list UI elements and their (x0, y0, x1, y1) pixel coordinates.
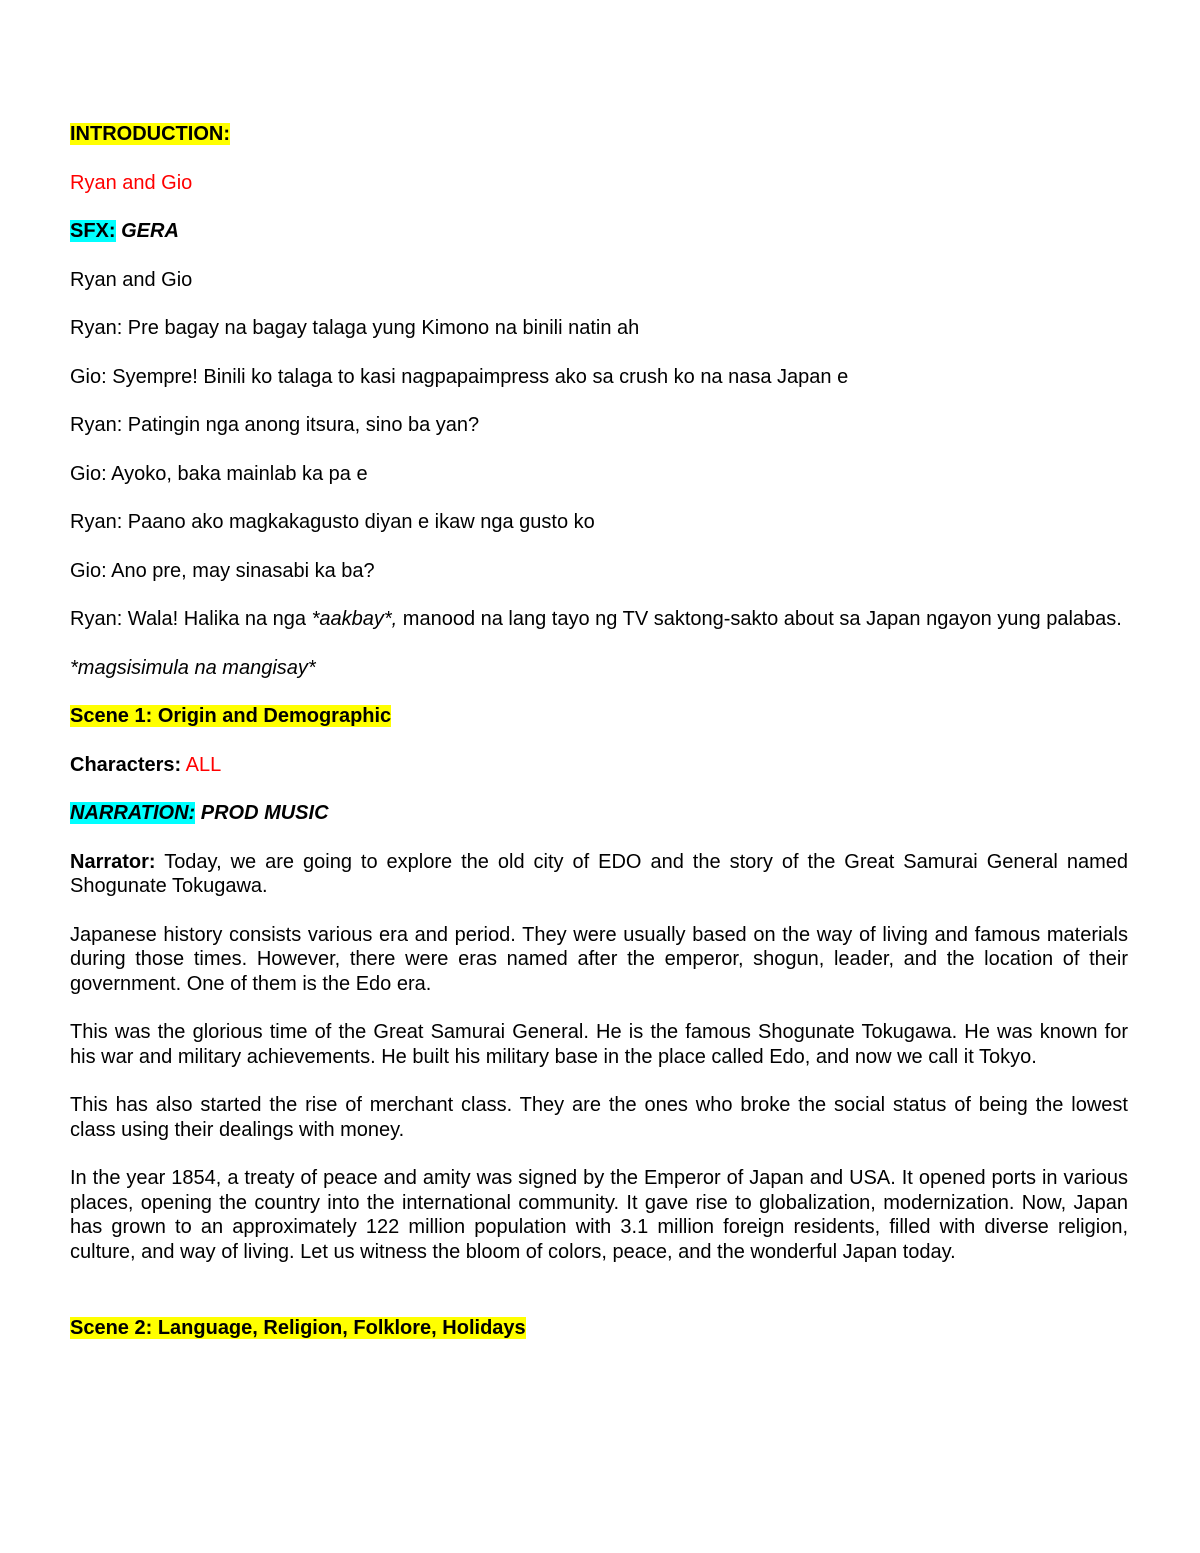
dialogue-line: Gio: Ayoko, baka mainlab ka pa e (70, 462, 368, 485)
body-paragraph: In the year 1854, a treaty of peace and amity was signed by the Emperor of Japan and USA. It opened ports in various places, opening the country into the international community. It gave rise to globalization, modernization. Now, Japan has grown to an approximately 122 million population with 3.1 million foreign residents, filled with diverse religion, culture, and way of living. Let us witness the bloom of colors, peace, and the wonderful Japan today. (70, 1167, 1128, 1263)
dialogue-line: Ryan: Paano ako magkakagusto diyan e ikaw nga gusto ko (70, 511, 595, 533)
dialogue-line: Gio: Syempre! Binili ko talaga to kasi nagpapaimpress ako sa crush ko na nasa Japan e (70, 365, 849, 388)
stage-action: *aakbay*, (311, 608, 398, 630)
document-page (70, 122, 1128, 1365)
sfx-value: GERA (121, 220, 179, 242)
scene2-heading: Scene 2: Language, Religion, Folklore, Holidays (70, 1317, 526, 1339)
intro-cast-2: Ryan and Gio (70, 268, 193, 291)
sfx-line (70, 219, 1128, 244)
stage-direction: *magsisimula na mangisay* (70, 656, 316, 679)
dialogue-line: Gio: Ano pre, may sinasabi ka ba? (70, 559, 375, 582)
dialogue-line: Ryan: Wala! Halika na nga *aakbay*, manood na lang tayo ng TV saktong-sakto about sa Japan ngayon yung palabas. (70, 608, 1122, 630)
sfx-label: SFX: (70, 220, 116, 242)
intro-cast: Ryan and Gio (70, 171, 193, 194)
dialogue-line: Ryan: Pre bagay na bagay talaga yung Kimono na binili natin ah (70, 317, 640, 339)
dialogue-line: Ryan: Patingin nga anong itsura, sino ba yan? (70, 414, 480, 436)
body-paragraph: Japanese history consists various era and period. They were usually based on the way of living and famous materials during those times. However, there were eras named after the emperor, shogun, leader, and the location of their government. One of them is the Edo era. (70, 923, 1128, 995)
intro-heading: INTRODUCTION: (70, 123, 230, 145)
narrator-paragraph: Narrator: Today, we are going to explore the old city of EDO and the story of the Great Samurai General named Shogunate Tokugawa. (70, 850, 1128, 897)
body-paragraph: This was the glorious time of the Great Samurai General. He is the famous Shogunate Tokugawa. He was known for his war and military achievements. He built his military base in the place called Edo, and now we call it Tokyo. (70, 1021, 1128, 1068)
body-paragraph: This has also started the rise of merchant class. They are the ones who broke the social status of being the lowest class using their dealings with money. (70, 1094, 1128, 1141)
narration-line: NARRATION: PROD MUSIC (70, 802, 329, 824)
characters-line: Characters: ALL (70, 753, 222, 776)
scene1-heading: Scene 1: Origin and Demographic (70, 705, 392, 727)
